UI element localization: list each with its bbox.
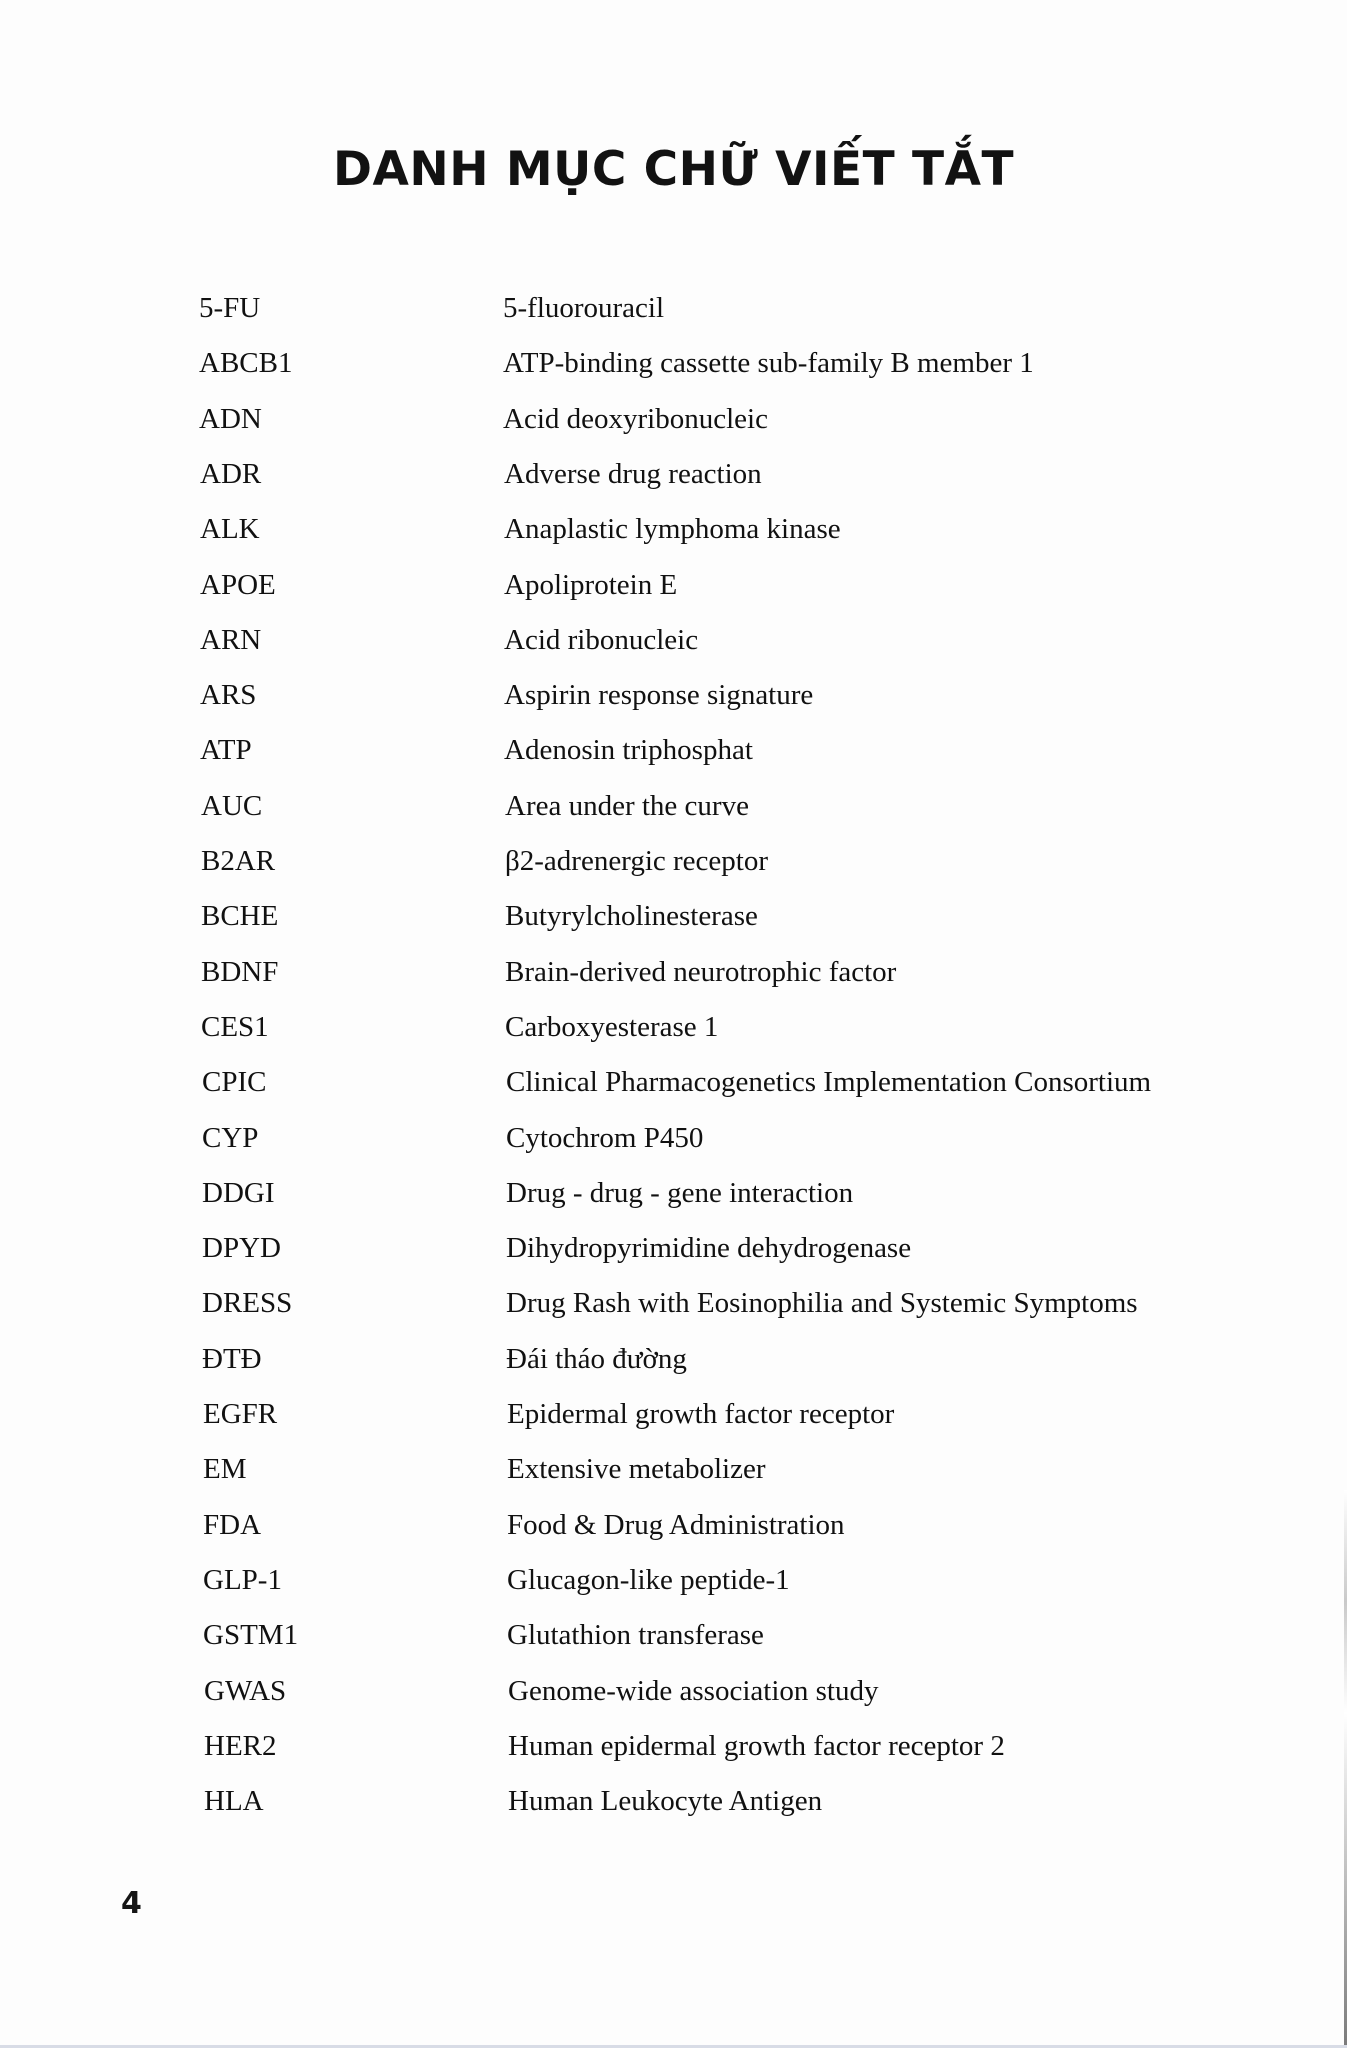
abbreviation-row [0, 1721, 1347, 1771]
abbreviation-term: GWAS [204, 1675, 287, 1707]
abbreviation-definition: Drug - drug - gene interaction [506, 1177, 854, 1209]
abbreviation-row [0, 1002, 1347, 1052]
abbreviation-row [0, 1278, 1347, 1328]
abbreviation-term: EGFR [203, 1398, 278, 1430]
abbreviation-term: FDA [203, 1509, 262, 1541]
abbreviation-definition: Food & Drug Administration [507, 1509, 845, 1541]
abbreviation-definition: Adenosin triphosphat [504, 734, 753, 766]
abbreviation-term: CES1 [201, 1011, 269, 1043]
abbreviation-definition: Glutathion transferase [507, 1619, 764, 1651]
abbreviation-row [0, 1555, 1347, 1605]
abbreviation-row [0, 725, 1347, 775]
abbreviation-definition: Acid deoxyribonucleic [503, 403, 768, 435]
abbreviation-definition: Acid ribonucleic [504, 624, 699, 656]
abbreviation-row [0, 947, 1347, 997]
abbreviation-term: DDGI [202, 1177, 275, 1209]
abbreviation-definition: Extensive metabolizer [507, 1453, 766, 1485]
abbreviation-definition: Drug Rash with Eosinophilia and Systemic Symptoms [506, 1287, 1138, 1319]
abbreviation-definition: Epidermal growth factor receptor [507, 1398, 895, 1430]
abbreviation-definition: Glucagon-like peptide-1 [507, 1564, 790, 1596]
abbreviation-term: DRESS [202, 1287, 293, 1319]
abbreviation-row [0, 1334, 1347, 1384]
abbreviation-term: B2AR [201, 845, 276, 877]
abbreviation-definition: Dihydropyrimidine dehydrogenase [506, 1232, 912, 1264]
abbreviation-term: ADN [199, 403, 262, 435]
abbreviation-term: APOE [200, 569, 276, 601]
abbreviation-row [0, 1223, 1347, 1273]
abbreviation-row [0, 1610, 1347, 1660]
abbreviation-definition: Đái tháo đường [506, 1343, 687, 1375]
abbreviation-row [0, 670, 1347, 720]
abbreviation-row [0, 1776, 1347, 1826]
abbreviation-term: DPYD [202, 1232, 281, 1264]
abbreviation-term: BCHE [201, 900, 279, 932]
abbreviation-row [0, 560, 1347, 610]
abbreviation-definition: Carboxyesterase 1 [505, 1011, 719, 1043]
abbreviation-term: ARS [200, 679, 257, 711]
abbreviation-row [0, 283, 1347, 333]
abbreviation-definition: Aspirin response signature [504, 679, 814, 711]
abbreviation-row [0, 1389, 1347, 1439]
abbreviation-definition: Adverse drug reaction [504, 458, 762, 490]
abbreviation-row [0, 891, 1347, 941]
page-title: DANH MỤC CHỮ VIẾT TẮT [332, 142, 1015, 197]
abbreviation-term: HLA [204, 1785, 264, 1817]
abbreviation-row [0, 781, 1347, 831]
abbreviation-row [0, 449, 1347, 499]
abbreviation-definition: ATP-binding cassette sub-family B member 1 [503, 347, 1034, 379]
abbreviation-row [0, 1057, 1347, 1107]
abbreviation-term: ATP [200, 734, 252, 766]
abbreviation-term: ABCB1 [199, 347, 293, 379]
abbreviation-definition: Butyrylcholinesterase [505, 900, 758, 932]
abbreviation-term: ĐTĐ [202, 1343, 262, 1375]
abbreviation-definition: Clinical Pharmacogenetics Implementation Consortium [506, 1066, 1152, 1098]
abbreviation-term: BDNF [201, 956, 279, 988]
abbreviation-term: GLP-1 [203, 1564, 282, 1596]
abbreviation-definition: Brain-derived neurotrophic factor [505, 956, 897, 988]
abbreviation-definition: Human Leukocyte Antigen [508, 1785, 823, 1817]
abbreviation-term: CYP [202, 1122, 259, 1154]
abbreviation-row [0, 1113, 1347, 1163]
page-number: 4 [121, 1886, 142, 1921]
abbreviation-definition: Area under the curve [505, 790, 749, 822]
abbreviation-row [0, 1500, 1347, 1550]
abbreviation-row [0, 836, 1347, 886]
abbreviation-term: ALK [200, 513, 260, 545]
abbreviation-definition: Cytochrom P450 [506, 1122, 704, 1154]
abbreviation-term: GSTM1 [203, 1619, 299, 1651]
abbreviation-row [0, 504, 1347, 554]
abbreviation-term: EM [203, 1453, 247, 1485]
abbreviation-row [0, 615, 1347, 665]
abbreviation-term: HER2 [204, 1730, 277, 1762]
abbreviation-definition: Genome-wide association study [508, 1675, 879, 1707]
abbreviation-definition: 5-fluorouracil [503, 292, 665, 324]
abbreviation-row [0, 1666, 1347, 1716]
abbreviation-row [0, 1168, 1347, 1218]
abbreviation-term: AUC [201, 790, 263, 822]
abbreviation-row [0, 394, 1347, 444]
abbreviation-term: CPIC [202, 1066, 267, 1098]
abbreviation-definition: Anaplastic lymphoma kinase [504, 513, 841, 545]
abbreviation-row [0, 1444, 1347, 1494]
abbreviation-term: ARN [200, 624, 262, 656]
abbreviation-row [0, 338, 1347, 388]
abbreviation-term: 5-FU [199, 292, 261, 324]
abbreviation-definition: β2-adrenergic receptor [505, 845, 768, 877]
abbreviation-definition: Human epidermal growth factor receptor 2 [508, 1730, 1005, 1762]
abbreviation-definition: Apoliprotein E [504, 569, 678, 601]
abbreviation-term: ADR [200, 458, 262, 490]
